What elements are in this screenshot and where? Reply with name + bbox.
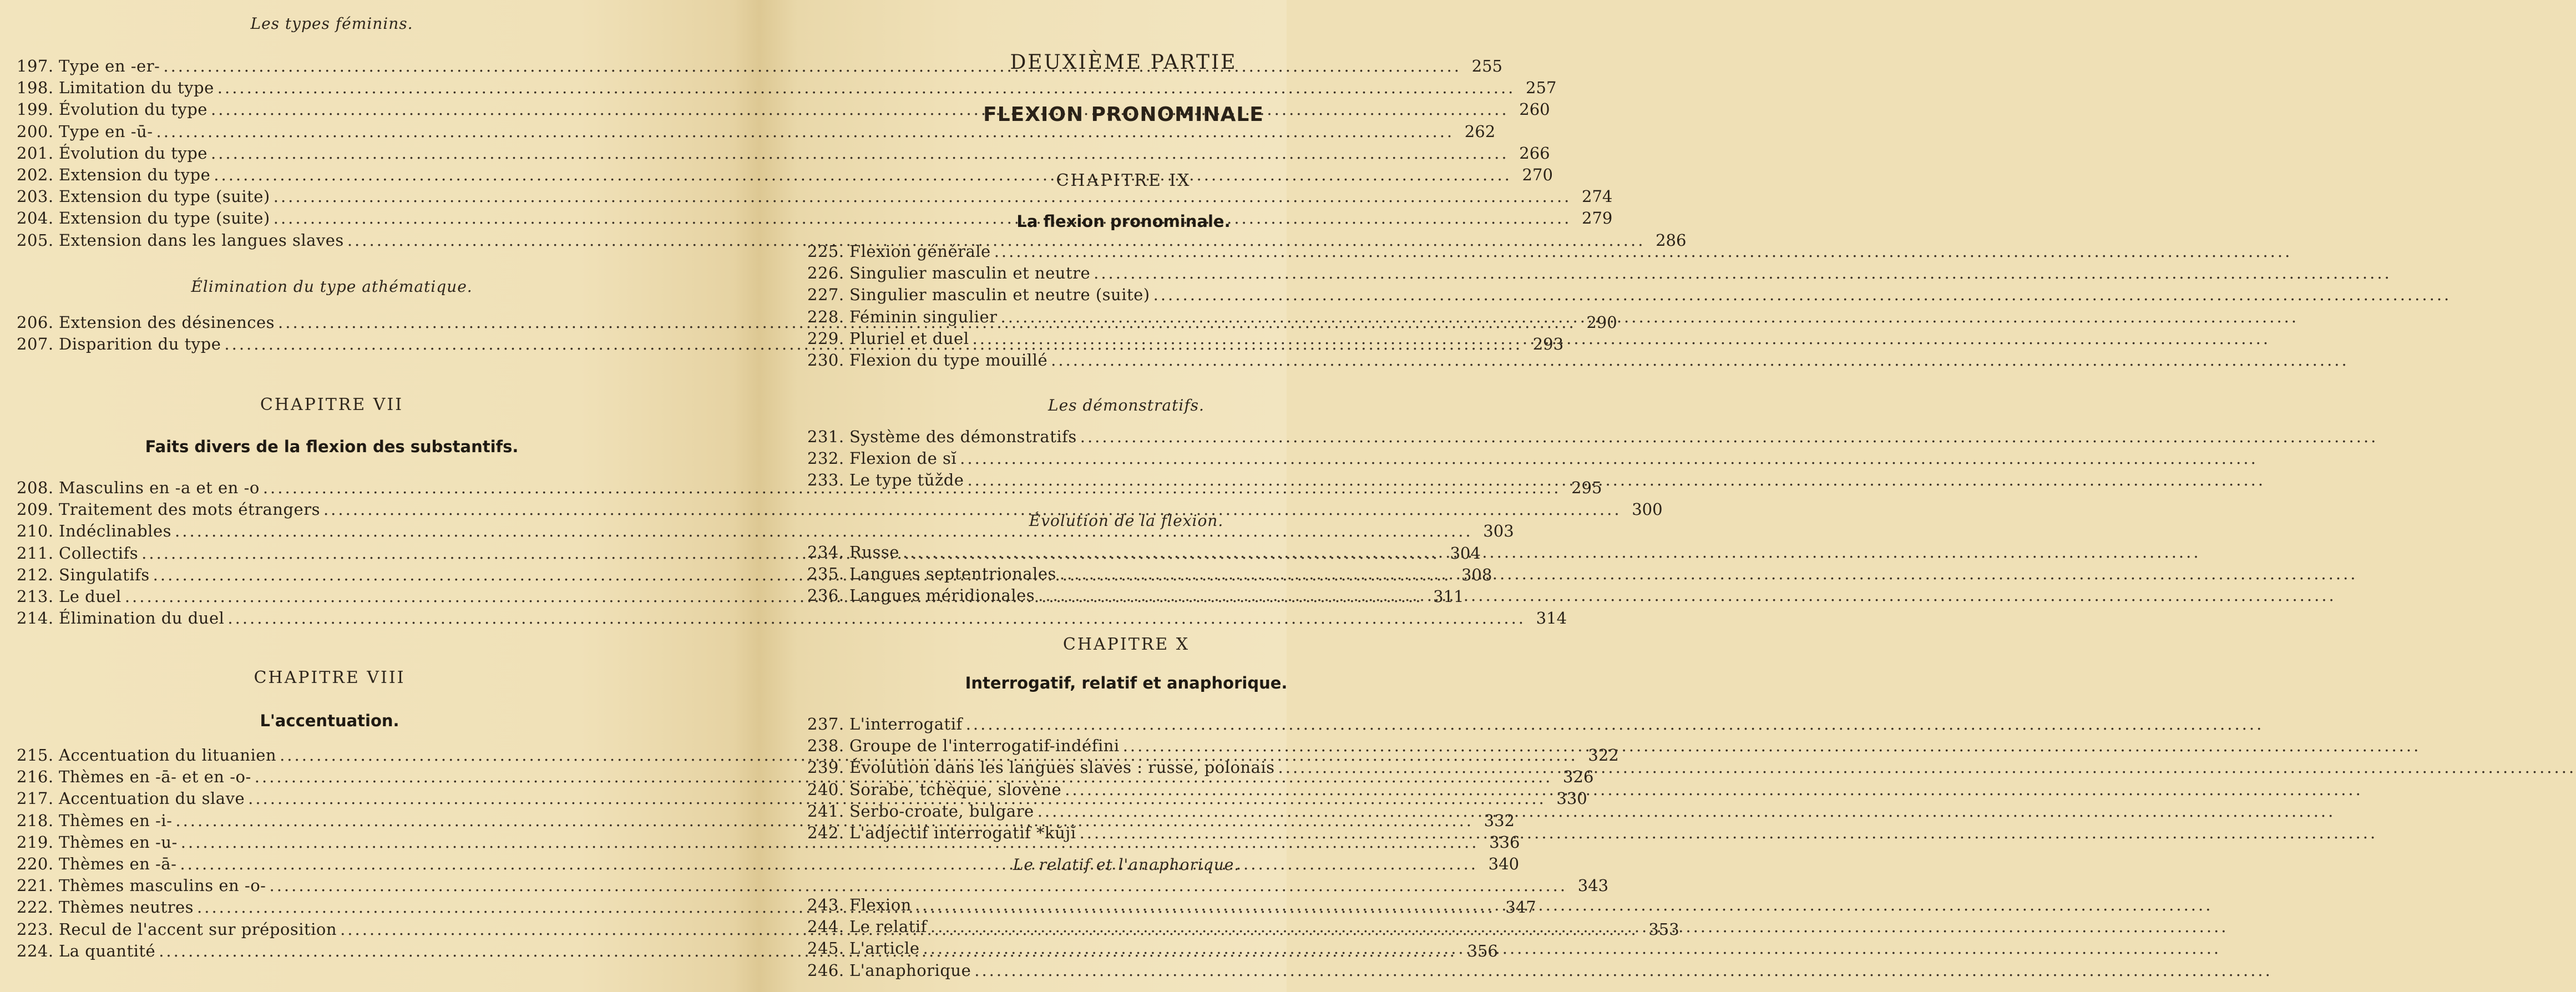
dot-leader [994,241,2292,262]
chapter-title-7: Faits divers de la flexion des substantifs. [145,437,519,456]
toc-entry-page: 308 [1461,565,1492,584]
toc-entry-label: Flexion de sĭ [849,449,957,468]
toc-entry-label: Extension du type [59,165,211,184]
toc-entry-page: 304 [1450,543,1481,563]
toc-entry-label: Accentuation du slave [59,789,245,808]
dot-leader [1123,735,2421,757]
toc-entry-label: Extension du type (suite) [59,187,270,206]
section-heading-relative: Le relatif et l'anaphorique. [1013,856,1240,874]
toc-entry [17,499,1663,520]
toc-entry-number: 229. [807,328,844,348]
section-heading-demonstratives: Les démonstratifs. [1048,396,1205,414]
toc-entry [17,608,1567,629]
toc-entry [807,563,1287,585]
dot-leader [1080,822,2378,844]
toc-entry-number: 245. [807,939,844,958]
toc-entry-number: 226. [807,264,844,283]
dot-leader [960,448,2258,469]
toc-entry-label: Accentuation du lituanien [59,746,277,765]
toc-entry-label: Flexion du type mouillé [849,350,1048,370]
toc-entry-page: 295 [1571,478,1602,497]
toc-entry-label: Singulier masculin et neutre [849,264,1091,283]
toc-entry-page: 293 [1532,335,1564,354]
toc-entry-label: Extension du type (suite) [59,209,270,228]
toc-entry [17,121,1496,143]
toc-entry-label: Thèmes neutres [59,898,194,917]
toc-entry-number: 231. [807,427,844,446]
section-heading-evolution: Évolution de la flexion. [1029,512,1224,530]
dot-leader [1000,306,2299,328]
toc-entry-number: 239. [807,758,844,777]
toc-entry-number: 217. [17,789,54,808]
dot-leader [967,469,2265,491]
dot-leader [915,894,2213,916]
toc-entry [807,469,1287,491]
toc-entry [807,426,1287,448]
toc-entry-label: Thèmes en -i- [59,811,173,830]
toc-entry-number: 219. [17,832,54,852]
toc-entry-number: 243. [807,895,844,914]
toc-entry-label: Russe [849,543,899,561]
part-heading: DEUXIÈME PARTIE [1010,51,1237,74]
toc-entry-number: 200. [17,122,54,141]
toc-entry-number: 224. [17,941,54,960]
toc-entry-page: 343 [1577,876,1609,895]
toc-entry-label: L'article [849,939,920,958]
dot-leader [1038,585,2336,606]
toc-entry-number: 244. [807,917,844,937]
toc-entry-page: 336 [1489,832,1520,852]
toc-entry-number: 215. [17,746,54,765]
toc-list-relative [807,894,1287,981]
dot-leader [1065,779,2363,801]
toc-entry [807,757,1287,778]
toc-entry-label: Système des démonstratifs [849,427,1077,446]
dot-leader [966,713,2264,735]
toc-entry-label: Thèmes masculins en -o- [59,876,266,895]
toc-entry-number: 241. [807,801,844,821]
chapter-heading-7: CHAPITRE VII [260,395,404,414]
toc-entry-label: Le type tŭžde [849,470,964,490]
chapter-title-9: La flexion pronominale. [1016,212,1231,231]
toc-list-evolution [807,541,1287,607]
chapter-heading-8: CHAPITRE VIII [254,668,406,687]
toc-entry [807,822,1287,844]
toc-entry-page: 279 [1582,209,1613,228]
toc-entry-number: 220. [17,854,54,873]
toc-entry-page: 322 [1588,746,1619,765]
toc-entry-label: Flexion générale [849,242,991,261]
toc-entry-page: 326 [1563,767,1594,787]
toc-entry [807,894,1287,916]
toc-entry-page: 290 [1586,313,1617,332]
toc-entry-label: Type en -ū- [59,122,153,141]
toc-entry-label: Thèmes en -ā- et en -o- [59,767,251,787]
toc-entry-number: 214. [17,609,54,628]
dot-leader [1051,350,2349,371]
chapter-heading-10: CHAPITRE X [1062,635,1190,654]
toc-entry-label: Collectifs [59,543,139,563]
toc-entry-number: 209. [17,500,54,519]
section-heading-athematic: Élimination du type athématique. [191,277,473,296]
toc-entry [807,585,1287,606]
toc-entry-number: 198. [17,78,54,98]
dot-leader [1060,563,2358,585]
toc-entry-label: Extension dans les langues slaves [59,230,344,250]
toc-entry-label: Langues méridionales [849,586,1035,605]
section-heading-feminine: Les types féminins. [250,14,413,33]
toc-entry [17,77,1557,99]
toc-list-demonstratives [807,426,1287,492]
toc-entry [807,735,1287,757]
toc-entry-label: Recul de l'accent sur préposition [59,919,337,939]
toc-entry-label: Pluriel et duel [849,328,969,348]
toc-entry-number: 210. [17,522,54,541]
toc-entry-label: Traitement des mots étrangers [59,500,320,519]
toc-entry-number: 203. [17,187,54,206]
toc-entry [807,960,1287,981]
toc-entry-label: Type en -er- [59,57,160,75]
toc-entry [807,448,1287,469]
toc-entry-number: 236. [807,586,844,605]
toc-entry-number: 205. [17,230,54,250]
toc-entry-number: 232. [807,449,844,468]
dot-leader [1278,757,2576,778]
toc-entry-number: 227. [807,285,844,305]
toc-entry [17,186,1613,207]
toc-entry-number: 223. [17,919,54,939]
toc-entry-page: 266 [1519,143,1550,163]
toc-entry-number: 238. [807,736,844,756]
toc-entry [17,230,1687,251]
toc-entry-label: Évolution dans les langues slaves : russe, polonais [849,758,1275,777]
toc-entry-number: 246. [807,960,844,980]
toc-entry-page: 353 [1648,919,1679,939]
part-title: FLEXION PRONOMINALE [983,103,1264,126]
toc-entry-label: Évolution du type [59,100,208,119]
toc-entry-number: 233. [807,470,844,490]
dot-leader [903,541,2201,563]
toc-entry-number: 213. [17,586,54,606]
toc-entry-number: 216. [17,767,54,787]
toc-entry-label: Singulier masculin et neutre (suite) [849,285,1150,305]
toc-entry-label: Extension des désinences [59,313,275,332]
toc-entry-label: Disparition du type [59,335,221,354]
toc-entry [807,262,1287,284]
toc-entry [807,541,1287,563]
toc-entry-number: 221. [17,876,54,895]
toc-entry [17,875,1609,897]
toc-entry-number: 218. [17,811,54,830]
toc-entry-page: 330 [1556,789,1587,808]
toc-entry-label: L'adjectif interrogatif *kŭjĭ [849,823,1076,842]
toc-entry-label: Singulatifs [59,565,150,584]
toc-entry-label: Sorabe, tchèque, slovène [849,780,1062,799]
toc-entry [17,143,1550,164]
dot-leader [974,960,2273,981]
toc-list-chapter-10 [807,713,1287,844]
toc-entry-label: Le duel [59,586,122,606]
toc-entry-page: 340 [1488,854,1520,873]
toc-entry [807,713,1287,735]
dot-leader [1038,801,2336,822]
toc-entry-number: 208. [17,478,54,497]
toc-entry-label: Thèmes en -u- [59,832,178,852]
chapter-title-10: Interrogatif, relatif et anaphorique. [965,674,1288,692]
toc-entry-number: 199. [17,100,54,119]
dot-leader [1094,262,2392,284]
chapter-title-8: L'accentuation. [260,711,399,730]
right-page [743,0,1287,992]
toc-entry [807,328,1287,350]
toc-entry-number: 235. [807,564,844,584]
toc-entry-number: 212. [17,565,54,584]
toc-entry-label: L'anaphorique [849,960,971,980]
toc-entry-number: 207. [17,335,54,354]
toc-entry-number: 234. [807,543,844,561]
toc-entry-label: Évolution du type [59,143,208,163]
toc-entry-label: L'interrogatif [849,715,963,733]
toc-entry-label: Thèmes en -ā- [59,854,177,873]
toc-entry-number: 240. [807,780,844,799]
toc-entry-page: 286 [1656,230,1687,250]
toc-entry [807,350,1287,371]
toc-entry-label: Groupe de l'interrogatif-indéfini [849,736,1120,756]
toc-entry-number: 197. [17,57,54,75]
toc-entry-page: 300 [1632,500,1663,519]
toc-entry-page: 332 [1484,811,1515,830]
toc-entry-page: 314 [1536,609,1567,628]
toc-entry-page: 255 [1471,57,1502,75]
dot-leader [923,938,2221,959]
toc-entry-page: 257 [1526,78,1557,98]
toc-entry [807,916,1287,938]
toc-entry-label: Indéclinables [59,522,172,541]
toc-entry [807,306,1287,328]
dot-leader [930,916,2229,938]
toc-entry-page: 270 [1522,165,1553,184]
toc-entry-page: 262 [1464,122,1496,141]
toc-entry-label: Le relatif [849,917,927,937]
toc-entry [807,801,1287,822]
toc-entry-label: Élimination du duel [59,609,225,628]
toc-entry-page: 303 [1483,522,1514,541]
toc-entry-number: 204. [17,209,54,228]
toc-entry-number: 242. [807,823,844,842]
toc-entry-number: 206. [17,313,54,332]
toc-entry-label: Féminin singulier [849,307,998,326]
toc-entry [807,284,1287,306]
toc-entry-number: 228. [807,307,844,326]
toc-entry-page: 356 [1467,941,1498,960]
toc-entry-page: 274 [1582,187,1613,206]
toc-entry [807,779,1287,801]
toc-entry-number: 225. [807,242,844,261]
dot-leader [972,328,2270,350]
toc-entry-label: Limitation du type [59,78,214,98]
dot-leader [1153,284,2452,306]
toc-entry-page: 347 [1505,898,1536,917]
toc-entry-number: 222. [17,898,54,917]
toc-entry-number: 211. [17,543,54,563]
toc-entry-label: Flexion [849,895,912,914]
toc-entry-page: 260 [1519,100,1550,119]
dot-leader [1080,426,2378,448]
toc-entry-label: Langues septentrionales [849,564,1056,584]
toc-entry-page: 311 [1433,586,1464,606]
toc-list-chapter-9 [807,241,1287,371]
toc-entry-label: Serbo-croate, bulgare [849,801,1034,821]
toc-entry-label: Masculins en -a et en -o [59,478,260,497]
toc-entry [807,241,1287,262]
chapter-heading-9: CHAPITRE IX [1056,171,1191,190]
toc-entry-number: 201. [17,143,54,163]
toc-entry-number: 237. [807,715,844,733]
toc-entry-number: 230. [807,350,844,370]
toc-entry-label: La quantité [59,941,156,960]
toc-entry [807,938,1287,959]
toc-entry-number: 202. [17,165,54,184]
